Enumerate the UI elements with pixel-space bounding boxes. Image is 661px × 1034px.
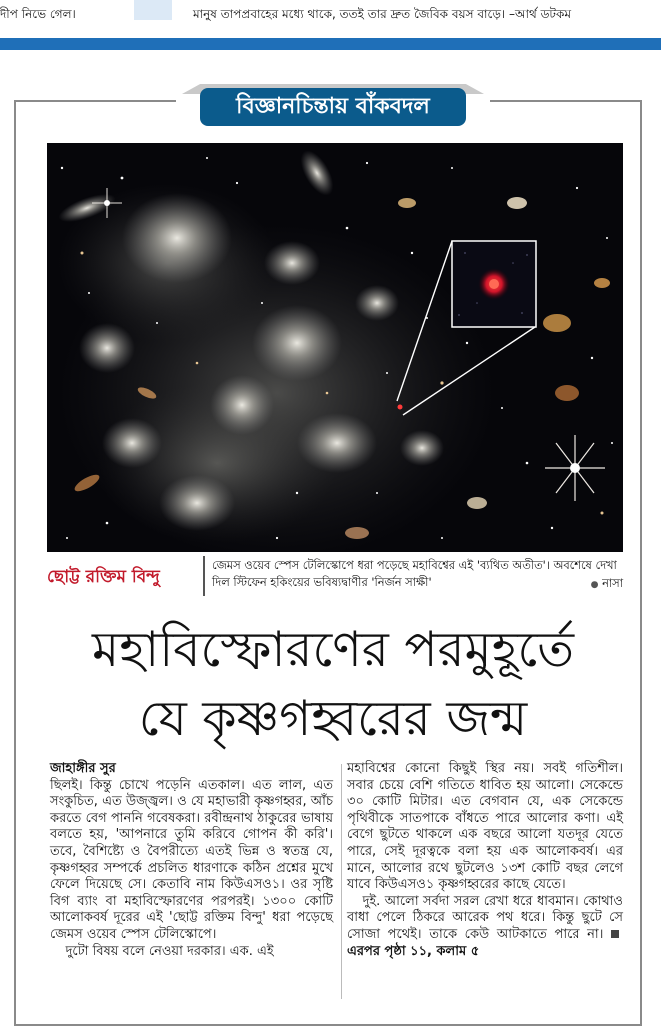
frame-top-rule-right bbox=[490, 100, 640, 102]
article-paragraph: মহাবিশ্বের কোনো কিছুই স্থির নয়। সবই গতিশীল। সবার চেয়ে বেশি গতিতে ধাবিত হয় আলো। সেকেন্ডে ৩০ কোটি মিটার। এত বেগবান যে, এক সেকেন্ডে পৃথিবীকে সাতপাকে বাঁধতে পারে আলোর কণা। এই বেগে ছুটতে থাকলে এক বছরে আলো যতদূর যেতে পারে, সেই দূরত্বকে বলা হয় এক আলোকবর্ষ। এর মানে, আলোর রথে ছুটলেও ১৩শ কোটি বছর লেগে যাবে কিউএসও১ কৃষ্ণগহ্বরের কাছে যেতে। bbox=[347, 761, 623, 893]
article-paragraph-text: দুই. আলো সর্বদা সরল রেখা ধরে ধাবমান। কোথাও বাধা পেলে ঠিকরে আরেক পথ ধরে। কিন্তু ছুটে সে সোজা পথেই। তাকে কেউ আটকাতে পারে না। bbox=[347, 893, 623, 942]
photo-credit-text: নাসা bbox=[602, 576, 623, 590]
top-strip-left-text: দীপ নিভে গেল। bbox=[0, 7, 76, 21]
continuation-text: এরপর পৃষ্ঠা ১১, কলাম ৫ bbox=[347, 943, 480, 959]
article-paragraph bbox=[347, 894, 623, 960]
galaxy-field-image bbox=[47, 143, 623, 552]
headline-line-2: যে কৃষ্ণগহ্বরের জন্ম bbox=[138, 690, 528, 747]
article-paragraph: ছিলই। কিন্তু চোখে পড়েনি এতকাল। এত লাল, এত সংকুচিত, এত উজ্জ্বল। ও যে মহাভারী কৃষ্ণগহ্বর, আঁচ করতে বেগ পাননি গবেষকরা। রবীন্দ্রনাথ ঠাকুরের ভাষায় বলতে হয়, 'আপনারে তুমি করিবে গোপন কী করি'। তবে, বৈশিষ্ট্যে ও বৈপরীত্যে এতই ভিন্ন ও স্বতন্ত্র যে, কৃষ্ণগহ্বর সম্পর্কে প্রচলিত ধারণাকে কঠিন প্রশ্নের মুখে ফেলে দিয়েছে সে। কেতাবি নাম কিউএসও১। ওর সৃষ্টি বিগ ব্যাং বা মহাবিস্ফোরণের পরপরই। ১৩০০ কোটি আলোকবর্ষ দূরের এই 'ছোট্ট রক্তিম বিন্দু' ধরা পড়েছে জেমস ওয়েব স্পেস টেলিস্কোপে। bbox=[50, 777, 333, 942]
headline-line-1: মহাবিস্ফোরণের পরমুহূর্তে bbox=[92, 621, 574, 678]
caption-text: জেমস ওয়েব স্পেস টেলিস্কোপে ধরা পড়েছে মহাবিশ্বের এই 'ব্যথিত অতীত'। অবশেষে দেখা দিল স্টিফেন হকিংয়ের ভবিষ্যদ্বাণীর 'নির্জন সাক্ষী' bbox=[212, 558, 617, 589]
author-byline: জাহাঙ্গীর সুর bbox=[50, 761, 116, 776]
square-bullet-icon bbox=[611, 930, 619, 938]
top-strip-quote: মানুষ তাপপ্রবাহের মধ্যে থাকে, ততই তার দ্রুত জৈবিক বয়স বাড়ে। –আর্থ ডটকম bbox=[193, 7, 572, 21]
frame-top-rule-left bbox=[14, 100, 176, 102]
article-paragraph: দুটো বিষয় বলে নেওয়া দরকার। এক. এই bbox=[65, 943, 274, 959]
section-tag-label: বিজ্ঞানচিন্তায় বাঁকবদল bbox=[200, 88, 466, 126]
blue-divider-bar bbox=[0, 38, 661, 50]
photo-credit bbox=[591, 575, 623, 594]
section-tag bbox=[182, 84, 484, 128]
top-strip-color-box bbox=[134, 0, 172, 20]
column-rule bbox=[341, 764, 342, 999]
top-strip bbox=[0, 0, 661, 30]
article-column-left bbox=[50, 761, 333, 960]
deep-field-photo bbox=[47, 143, 623, 552]
caption-separator bbox=[203, 556, 205, 596]
caption-label: ছোট্ট রক্তিম বিন্দু bbox=[47, 567, 160, 587]
article-column-right bbox=[347, 761, 623, 960]
credit-bullet-icon: ● bbox=[590, 580, 599, 590]
